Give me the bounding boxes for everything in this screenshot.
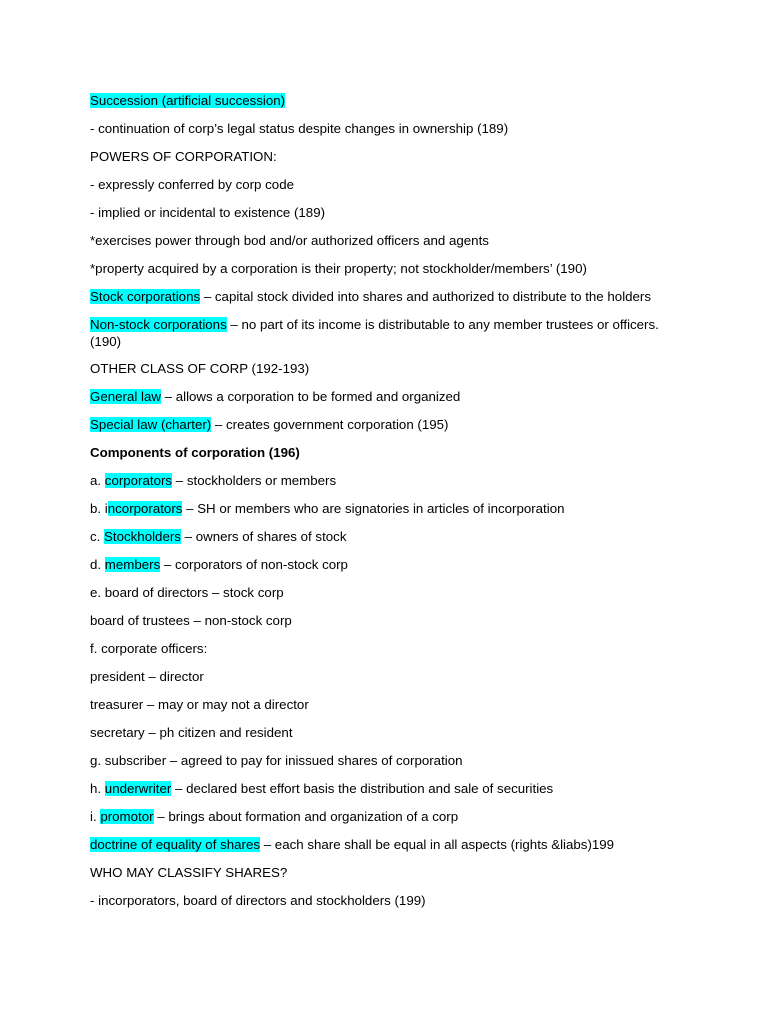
line-pre: *property acquired by a corporation is their property; not stockholder/members’ (190) xyxy=(90,261,587,276)
line-expressly xyxy=(90,176,690,193)
line-components-heading xyxy=(90,444,690,461)
highlighted-term: doctrine of equality of shares xyxy=(90,837,261,852)
line-incorporators xyxy=(90,500,690,517)
line-post: – owners of shares of stock xyxy=(180,529,347,544)
line-board-of-directors xyxy=(90,584,690,601)
line-stockholders xyxy=(90,528,690,545)
line-pre: h. xyxy=(90,781,105,796)
line-treasurer xyxy=(90,696,690,713)
highlighted-term: Stockholders xyxy=(104,529,181,544)
highlighted-term: ncorporators xyxy=(107,501,183,516)
highlighted-term: Non-stock corporations xyxy=(90,317,227,332)
line-corporate-officers xyxy=(90,640,690,657)
line-pre: a. xyxy=(90,473,105,488)
line-pre: board of trustees – non-stock corp xyxy=(90,613,292,628)
line-other-class xyxy=(90,360,690,377)
line-pre: - continuation of corp’s legal status despite changes in ownership (189) xyxy=(90,121,509,136)
line-pre: *exercises power through bod and/or authorized officers and agents xyxy=(90,233,489,248)
line-pre: Components of corporation (196) xyxy=(90,445,300,460)
line-pre: d. xyxy=(90,557,105,572)
line-post: – allows a corporation to be formed and organized xyxy=(160,389,461,404)
line-post: – no part of its income is distributable to any member trustees or officers. (190) xyxy=(90,317,659,349)
line-post: – stockholders or members xyxy=(172,473,337,488)
line-underwriter xyxy=(90,780,690,797)
line-continuation xyxy=(90,120,690,137)
line-incorporators-classify xyxy=(90,892,690,909)
line-promotor xyxy=(90,808,690,825)
line-exercises-power xyxy=(90,232,690,249)
line-post: – corporators of non-stock corp xyxy=(160,557,348,572)
line-post: – creates government corporation (195) xyxy=(211,417,449,432)
line-pre: secretary – ph citizen and resident xyxy=(90,725,293,740)
highlighted-term: Special law (charter) xyxy=(90,417,212,432)
line-subscriber xyxy=(90,752,690,769)
highlighted-term: corporators xyxy=(104,473,173,488)
line-pre: - expressly conferred by corp code xyxy=(90,177,294,192)
line-corporators xyxy=(90,472,690,489)
line-post: – each share shall be equal in all aspects (rights &liabs)199 xyxy=(260,837,615,852)
line-pre: c. xyxy=(90,529,105,544)
line-non-stock-corporations xyxy=(90,316,690,350)
line-doctrine-equality xyxy=(90,836,690,853)
line-pre: - incorporators, board of directors and stockholders (199) xyxy=(90,893,426,908)
highlighted-term: General law xyxy=(90,389,161,404)
line-implied xyxy=(90,204,690,221)
line-pre: e. board of directors – stock corp xyxy=(90,585,284,600)
line-post: – capital stock divided into shares and authorized to distribute to the holders xyxy=(200,289,652,304)
line-who-may-classify xyxy=(90,864,690,881)
line-post: – brings about formation and organization of a corp xyxy=(153,809,459,824)
line-succession xyxy=(90,92,690,109)
line-pre: b. i xyxy=(90,501,108,516)
line-powers-heading xyxy=(90,148,690,165)
line-stock-corporations xyxy=(90,288,690,305)
line-pre: treasurer – may or may not a director xyxy=(90,697,309,712)
line-special-law xyxy=(90,416,690,433)
line-post: – SH or members who are signatories in articles of incorporation xyxy=(182,501,565,516)
notes-body xyxy=(90,92,690,920)
line-pre: - implied or incidental to existence (189) xyxy=(90,205,326,220)
line-board-of-trustees xyxy=(90,612,690,629)
highlighted-term: promotor xyxy=(100,809,154,824)
line-pre: f. corporate officers: xyxy=(90,641,208,656)
line-post: – declared best effort basis the distribution and sale of securities xyxy=(171,781,554,796)
line-members xyxy=(90,556,690,573)
line-pre: OTHER CLASS OF CORP (192-193) xyxy=(90,361,310,376)
line-property xyxy=(90,260,690,277)
line-general-law xyxy=(90,388,690,405)
highlighted-term: members xyxy=(104,557,161,572)
highlighted-term: Succession (artificial succession) xyxy=(90,93,286,108)
line-pre: POWERS OF CORPORATION: xyxy=(90,149,277,164)
line-president xyxy=(90,668,690,685)
highlighted-term: underwriter xyxy=(104,781,172,796)
line-pre: g. subscriber – agreed to pay for inissued shares of corporation xyxy=(90,753,463,768)
line-pre: president – director xyxy=(90,669,204,684)
line-pre: i. xyxy=(90,809,101,824)
line-secretary xyxy=(90,724,690,741)
line-pre: WHO MAY CLASSIFY SHARES? xyxy=(90,865,288,880)
highlighted-term: Stock corporations xyxy=(90,289,201,304)
